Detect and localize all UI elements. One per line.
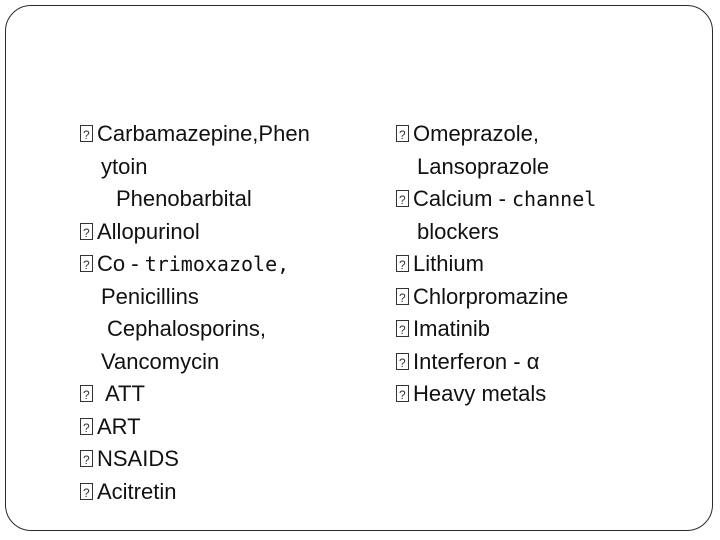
list-item-att: ?ATT (80, 378, 370, 411)
bullet-icon (396, 255, 409, 272)
list-item-nsaids: ?NSAIDS (80, 443, 370, 476)
bullet-icon (396, 125, 409, 142)
bullet-icon (80, 450, 93, 467)
bullet-icon (80, 223, 93, 240)
bullet-icon (80, 483, 93, 500)
list-item-continuation: Penicillins (101, 283, 199, 309)
list-item-heavy-metals: ?Heavy metals (396, 378, 696, 411)
list-item-cotrimoxazole: ?Co - trimoxazole, (80, 248, 370, 281)
list-item-continuation: blockers (417, 218, 499, 244)
list-item-continuation: Lansoprazole (417, 153, 550, 179)
list-item-continuation: Vancomycin (101, 348, 220, 374)
list-item-continuation: Phenobarbital (116, 186, 252, 211)
right-drug-list (396, 118, 696, 411)
bullet-icon (396, 190, 409, 207)
bullet-icon (396, 385, 409, 402)
bullet-icon (396, 288, 409, 305)
list-item-acitretin: ?Acitretin (80, 476, 370, 509)
list-item-interferon-alpha: ?Interferon - α (396, 346, 696, 379)
bullet-icon (396, 353, 409, 370)
list-item-calcium-channel-blockers: ?Calcium - channel (396, 183, 696, 216)
list-item-chlorpromazine: ?Chlorpromazine (396, 281, 696, 314)
bullet-icon (80, 418, 93, 435)
list-item-continuation: ytoin (101, 153, 148, 179)
bullet-icon (80, 385, 93, 402)
list-item-imatinib: ?Imatinib (396, 313, 696, 346)
bullet-icon (396, 320, 409, 337)
list-item-art: ?ART (80, 411, 370, 444)
left-drug-list (80, 118, 370, 508)
list-item-omeprazole: ?Omeprazole, (396, 118, 696, 151)
list-item-lithium: ?Lithium (396, 248, 696, 281)
list-item-allopurinol: ?Allopurinol (80, 216, 370, 249)
bullet-icon (80, 125, 93, 142)
bullet-icon (80, 255, 93, 272)
list-item-carbamazepine: ?Carbamazepine,Phen (80, 118, 370, 151)
list-item-continuation: Cephalosporins, (107, 316, 266, 341)
